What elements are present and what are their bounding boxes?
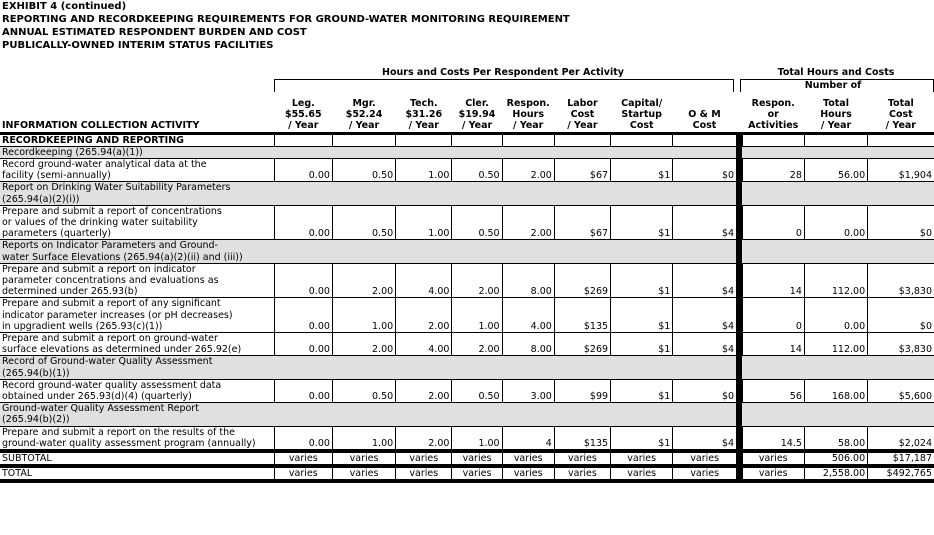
subtotal-value: varies	[332, 451, 395, 466]
subtotal-value: varies	[742, 451, 804, 466]
cell-value: 0.00	[804, 298, 867, 333]
cell-value: 168.00	[804, 379, 867, 402]
cell-value: $1	[611, 426, 673, 451]
group-per-activity: Hours and Costs Per Respondent Per Activity	[382, 67, 624, 78]
cell-value: 1.00	[396, 205, 452, 240]
table-row	[0, 205, 934, 240]
section-title: RECORDKEEPING AND REPORTING	[0, 133, 274, 146]
exhibit-facility-type: PUBLICALLY-OWNED INTERIM STATUS FACILITIES	[2, 40, 274, 51]
cell-value: 0.50	[452, 158, 502, 181]
total-row	[0, 466, 934, 481]
col-leg: Leg. $55.65 / Year	[284, 97, 322, 132]
cell-value: 0.00	[274, 426, 332, 451]
col-tech: Tech. $31.26 / Year	[405, 97, 443, 132]
total-value: varies	[274, 466, 332, 481]
table-row	[0, 263, 934, 298]
cell-value: 1.00	[332, 298, 395, 333]
section-row	[0, 356, 934, 379]
cell-value: $2,024	[868, 426, 934, 451]
cell-value: 2.00	[502, 205, 554, 240]
subtotal-value: varies	[611, 451, 673, 466]
col-mgr: Mgr. $52.24 / Year	[345, 97, 383, 132]
cell-value: $67	[554, 158, 610, 181]
cell-value: 2.00	[332, 332, 395, 355]
col-total-hours: Total Hours / Year	[820, 97, 852, 132]
cell-value: 4.00	[502, 298, 554, 333]
subtotal-value: varies	[502, 451, 554, 466]
cell-value: $1	[611, 332, 673, 355]
cell-value: 1.00	[452, 426, 502, 451]
subtotal-value: $17,187	[868, 451, 934, 466]
section-label: Recordkeeping (265.94(a)(1))	[0, 146, 274, 158]
exhibit-subtitle: ANNUAL ESTIMATED RESPONDENT BURDEN AND COST	[2, 27, 307, 38]
cell-value: 28	[742, 158, 804, 181]
cell-value: $1	[611, 379, 673, 402]
column-header-row	[0, 91, 934, 133]
cell-value: 2.00	[396, 379, 452, 402]
activity-description: Prepare and submit a report on indicator parameter concentrations and evaluations as determined under 265.93(b)	[0, 263, 274, 298]
cell-value: 0	[742, 298, 804, 333]
cell-value: $269	[554, 263, 610, 298]
subtotal-value: varies	[673, 451, 736, 466]
cell-value: 0.00	[274, 263, 332, 298]
cell-value: $4	[673, 263, 736, 298]
cell-value: 3.00	[502, 379, 554, 402]
table-row	[0, 426, 934, 451]
cell-value: 2.00	[452, 332, 502, 355]
cell-value: $5,600	[868, 379, 934, 402]
cell-value: 0.00	[274, 205, 332, 240]
section-row	[0, 403, 934, 426]
cell-value: 4.00	[396, 332, 452, 355]
section-label: Report on Drinking Water Suitability Parameters (265.94(a)(2)(i))	[0, 182, 274, 205]
cell-value: $3,830	[868, 332, 934, 355]
cell-value: 56.00	[804, 158, 867, 181]
total-value: varies	[452, 466, 502, 481]
cell-value: $1	[611, 298, 673, 333]
cell-value: 112.00	[804, 332, 867, 355]
cell-value: 112.00	[804, 263, 867, 298]
cell-value: 0.00	[274, 332, 332, 355]
cell-value: $1	[611, 158, 673, 181]
table-row	[0, 158, 934, 181]
cell-value: 4.00	[396, 263, 452, 298]
col-om-cost: O & M Cost	[688, 109, 721, 132]
cell-value: 1.00	[452, 298, 502, 333]
cell-value: 8.00	[502, 332, 554, 355]
total-value: varies	[742, 466, 804, 481]
section-title-row	[0, 133, 934, 146]
cell-value: 4	[502, 426, 554, 451]
cell-value: $99	[554, 379, 610, 402]
subtotal-value: varies	[554, 451, 610, 466]
col-cler: Cler. $19.94 / Year	[458, 97, 496, 132]
cell-value: $269	[554, 332, 610, 355]
col-activity: INFORMATION COLLECTION ACTIVITY	[2, 120, 200, 132]
cell-value: $4	[673, 298, 736, 333]
cell-value: 0.50	[332, 205, 395, 240]
cell-value: 1.00	[396, 158, 452, 181]
section-label: Ground-water Quality Assessment Report (265.94(b)(2))	[0, 403, 274, 426]
cell-value: 2.00	[332, 263, 395, 298]
cell-value: $0	[673, 158, 736, 181]
section-row	[0, 182, 934, 205]
total-value: varies	[554, 466, 610, 481]
cell-value: 2.00	[396, 426, 452, 451]
col-respon-hours: Respon. Hours / Year	[506, 97, 550, 132]
cell-value: 0.50	[332, 379, 395, 402]
subtotal-value: varies	[396, 451, 452, 466]
subtotal-value: varies	[452, 451, 502, 466]
subtotal-label: SUBTOTAL	[0, 451, 274, 466]
cell-value: $67	[554, 205, 610, 240]
cell-value: $3,830	[868, 263, 934, 298]
activity-description: Prepare and submit a report of any significant indicator parameter increases (or pH decreases) in upgradient wells (265.93(c)(1))	[0, 298, 274, 333]
cell-value: $1,904	[868, 158, 934, 181]
cell-value: 0.50	[452, 379, 502, 402]
cell-value: 8.00	[502, 263, 554, 298]
cell-value: 14	[742, 263, 804, 298]
cell-value: 0.50	[452, 205, 502, 240]
cell-value: 0.00	[274, 158, 332, 181]
activity-description: Prepare and submit a report on ground-water surface elevations as determined under 265.92(e)	[0, 332, 274, 355]
cell-value: 56	[742, 379, 804, 402]
cell-value: 2.00	[396, 298, 452, 333]
subtotal-value: 506.00	[804, 451, 867, 466]
col-capital-cost: Capital/ Startup Cost	[621, 97, 663, 132]
col-total-cost: Total Cost / Year	[885, 97, 916, 132]
cell-value: 14	[742, 332, 804, 355]
total-label: TOTAL	[0, 466, 274, 481]
cell-value: $0	[673, 379, 736, 402]
exhibit-title: REPORTING AND RECORDKEEPING REQUIREMENTS FOR GROUND-WATER MONITORING REQUIREMENT	[2, 14, 570, 25]
total-value: varies	[502, 466, 554, 481]
cell-value: 2.00	[452, 263, 502, 298]
cell-value: 1.00	[332, 426, 395, 451]
total-value: varies	[332, 466, 395, 481]
cell-value: $135	[554, 298, 610, 333]
cell-value: $1	[611, 205, 673, 240]
total-value: $492,765	[868, 466, 934, 481]
activity-description: Record ground-water quality assessment data obtained under 265.93(d)(4) (quarterly)	[0, 379, 274, 402]
table-row	[0, 379, 934, 402]
section-label: Record of Ground-water Quality Assessment (265.94(b)(1))	[0, 356, 274, 379]
activity-description: Prepare and submit a report on the results of the ground-water quality assessment program (annually)	[0, 426, 274, 451]
cell-value: 0	[742, 205, 804, 240]
section-label: Reports on Indicator Parameters and Ground- water Surface Elevations (265.94(a)(2)(ii) and (iii))	[0, 240, 274, 263]
table-row	[0, 332, 934, 355]
subtotal-row	[0, 451, 934, 466]
cell-value: $135	[554, 426, 610, 451]
col-total-hours-top: Number of	[804, 80, 862, 91]
exhibit-label: EXHIBIT 4 (continued)	[2, 1, 127, 12]
section-row	[0, 240, 934, 263]
cell-value: $4	[673, 426, 736, 451]
total-value: varies	[396, 466, 452, 481]
group-totals: Total Hours and Costs	[777, 67, 895, 78]
table-row	[0, 298, 934, 333]
cell-value: $0	[868, 298, 934, 333]
burden-table	[0, 91, 934, 483]
total-value: 2,558.00	[804, 466, 867, 481]
col-labor-cost: Labor Cost / Year	[567, 97, 598, 132]
subtotal-value: varies	[274, 451, 332, 466]
cell-value: 0.00	[274, 379, 332, 402]
cell-value: 14.5	[742, 426, 804, 451]
total-value: varies	[673, 466, 736, 481]
col-respon-activities: Respon. or Activities	[748, 97, 799, 132]
total-value: varies	[611, 466, 673, 481]
cell-value: 0.00	[804, 205, 867, 240]
activity-description: Record ground-water analytical data at the facility (semi-annually)	[0, 158, 274, 181]
section-row	[0, 146, 934, 158]
cell-value: 58.00	[804, 426, 867, 451]
cell-value: $0	[868, 205, 934, 240]
activity-description: Prepare and submit a report of concentrations or values of the drinking water suitability parameters (quarterly)	[0, 205, 274, 240]
cell-value: $4	[673, 205, 736, 240]
cell-value: $4	[673, 332, 736, 355]
cell-value: 2.00	[502, 158, 554, 181]
cell-value: 0.00	[274, 298, 332, 333]
cell-value: $1	[611, 263, 673, 298]
cell-value: 0.50	[332, 158, 395, 181]
